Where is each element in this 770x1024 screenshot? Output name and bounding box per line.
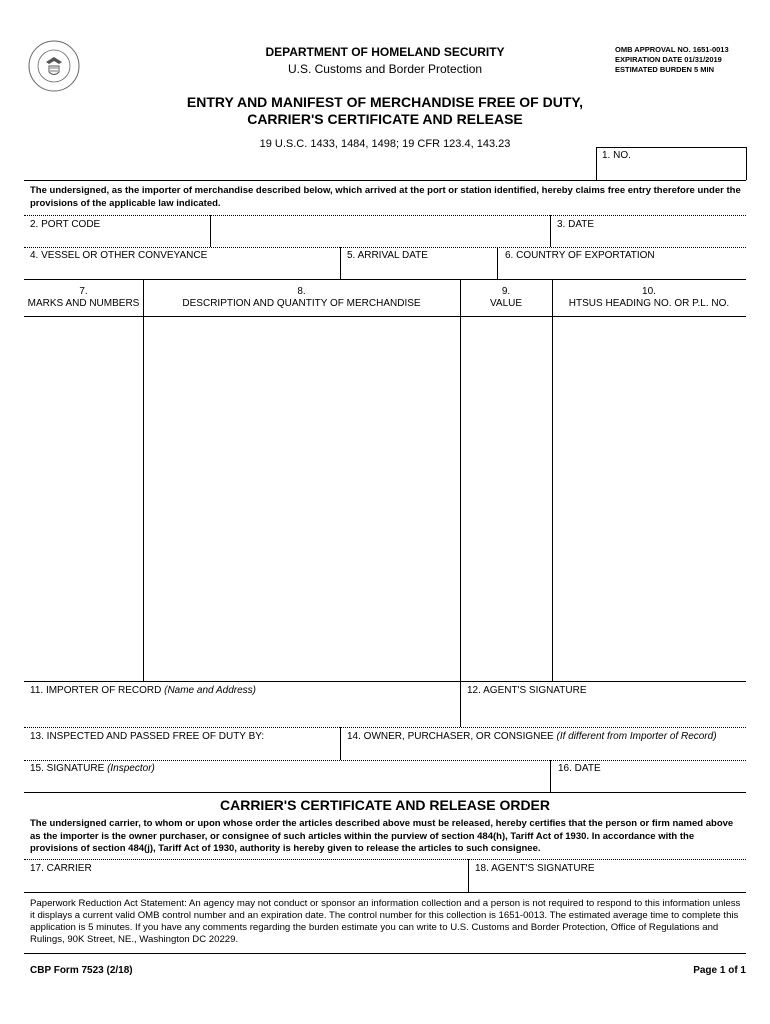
importer-record-input[interactable] bbox=[30, 698, 455, 726]
estimated-burden: ESTIMATED BURDEN 5 MIN bbox=[615, 65, 715, 74]
agent-signature-label: 12. AGENT'S SIGNATURE bbox=[467, 685, 587, 696]
vessel-input[interactable] bbox=[30, 263, 335, 277]
value-input[interactable] bbox=[462, 318, 551, 680]
carrier-section-heading: CARRIER'S CERTIFICATE AND RELEASE ORDER bbox=[219, 797, 550, 813]
col-htsus-label: HTSUS HEADING NO. OR P.L. NO. bbox=[568, 298, 730, 309]
agency-name: U.S. Customs and Border Protection bbox=[287, 62, 483, 76]
carrier-certification-text: The undersigned carrier, to whom or upon whose order the articles described above must be released, hereby certifies that the person or firm named above as the importer is the owner purchaser, or consignee of such articles within the purview of section 484(h), Tariff Act of 1930. In accordance with the provisions of section 484(j), Tariff Act of 1930, authority is hereby given to release the articles to such consignee. bbox=[30, 818, 734, 854]
col-marks-number: 7. bbox=[79, 286, 88, 297]
col-description-number: 8. bbox=[297, 286, 306, 297]
owner-consignee-label: 14. OWNER, PURCHASER, OR CONSIGNEE (If different from Importer of Record) bbox=[347, 731, 717, 742]
field-no-label: 1. NO. bbox=[602, 150, 631, 161]
arrival-date-label: 5. ARRIVAL DATE bbox=[347, 250, 428, 261]
port-code-input[interactable] bbox=[30, 232, 205, 246]
inspected-by-label: 13. INSPECTED AND PASSED FREE OF DUTY BY: bbox=[30, 731, 265, 742]
port-code-label: 2. PORT CODE bbox=[30, 219, 101, 230]
col-htsus-number: 10. bbox=[642, 286, 656, 297]
omb-approval: OMB APPROVAL NO. 1651-0013 bbox=[615, 45, 729, 54]
country-exportation-label: 6. COUNTRY OF EXPORTATION bbox=[505, 250, 655, 261]
description-quantity-input[interactable] bbox=[145, 318, 459, 680]
col-value-number: 9. bbox=[501, 286, 511, 297]
importer-record-label: 11. IMPORTER OF RECORD (Name and Address) bbox=[30, 685, 256, 696]
col-description-label: DESCRIPTION AND QUANTITY OF MERCHANDISE bbox=[182, 298, 421, 309]
inspector-signature-label: 15. SIGNATURE (Inspector) bbox=[30, 763, 155, 774]
date16-input[interactable] bbox=[558, 776, 743, 791]
form-title-line1: ENTRY AND MANIFEST OF MERCHANDISE FREE OF DUTY, bbox=[186, 94, 584, 110]
dhs-seal-icon bbox=[28, 40, 80, 92]
field-no-input[interactable] bbox=[597, 162, 746, 179]
htsus-input[interactable] bbox=[554, 318, 745, 680]
date-label: 3. DATE bbox=[557, 219, 595, 230]
agent-signature-input[interactable] bbox=[467, 698, 743, 726]
importer-claim-statement: The undersigned, as the importer of merchandise described below, which arrived at the port or station identified, hereby claims free entry therefore under the provisions of the applicable law indicated. bbox=[30, 185, 741, 209]
inspector-signature-input[interactable] bbox=[30, 776, 545, 791]
statute-reference: 19 U.S.C. 1433, 1484, 1498; 19 CFR 123.4, 143.23 bbox=[259, 138, 511, 150]
carrier-label: 17. CARRIER bbox=[30, 863, 92, 874]
expiration-date: EXPIRATION DATE 01/31/2019 bbox=[615, 55, 722, 64]
owner-consignee-input[interactable] bbox=[347, 744, 743, 759]
carrier-input[interactable] bbox=[30, 876, 463, 891]
dhs-seal bbox=[28, 40, 80, 92]
form-identifier: CBP Form 7523 (2/18) bbox=[30, 965, 133, 976]
carrier-agent-signature-input[interactable] bbox=[475, 876, 743, 891]
col-marks-label: MARKS AND NUMBERS bbox=[27, 298, 140, 309]
vessel-label: 4. VESSEL OR OTHER CONVEYANCE bbox=[30, 250, 208, 261]
date-input[interactable] bbox=[557, 232, 742, 246]
carrier-agent-signature-label: 18. AGENT'S SIGNATURE bbox=[475, 863, 595, 874]
paperwork-reduction-statement: Paperwork Reduction Act Statement: An agency may not conduct or sponsor an information collection and a person is not required to respond to this information unless it displays a current valid OMB control number and an expiration date. The control number for this collection is 1651-0013. The estimated average time to complete this application is 5 minutes. If you have any comments regarding the burden estimate you can write to U.S. Customs and Border Protection, Office of Regulations and Rulings, 90K Street, NE., Washington DC 20229. bbox=[30, 898, 741, 945]
page-number: Page 1 of 1 bbox=[693, 965, 746, 976]
form-title-line2: CARRIER'S CERTIFICATE AND RELEASE bbox=[247, 111, 523, 127]
col-value-label: VALUE bbox=[489, 298, 523, 309]
arrival-date-input[interactable] bbox=[347, 263, 492, 277]
country-exportation-input[interactable] bbox=[505, 263, 743, 277]
department-name: DEPARTMENT OF HOMELAND SECURITY bbox=[265, 45, 505, 59]
marks-numbers-input[interactable] bbox=[25, 318, 142, 680]
inspected-by-input[interactable] bbox=[30, 744, 335, 759]
date16-label: 16. DATE bbox=[558, 763, 601, 774]
